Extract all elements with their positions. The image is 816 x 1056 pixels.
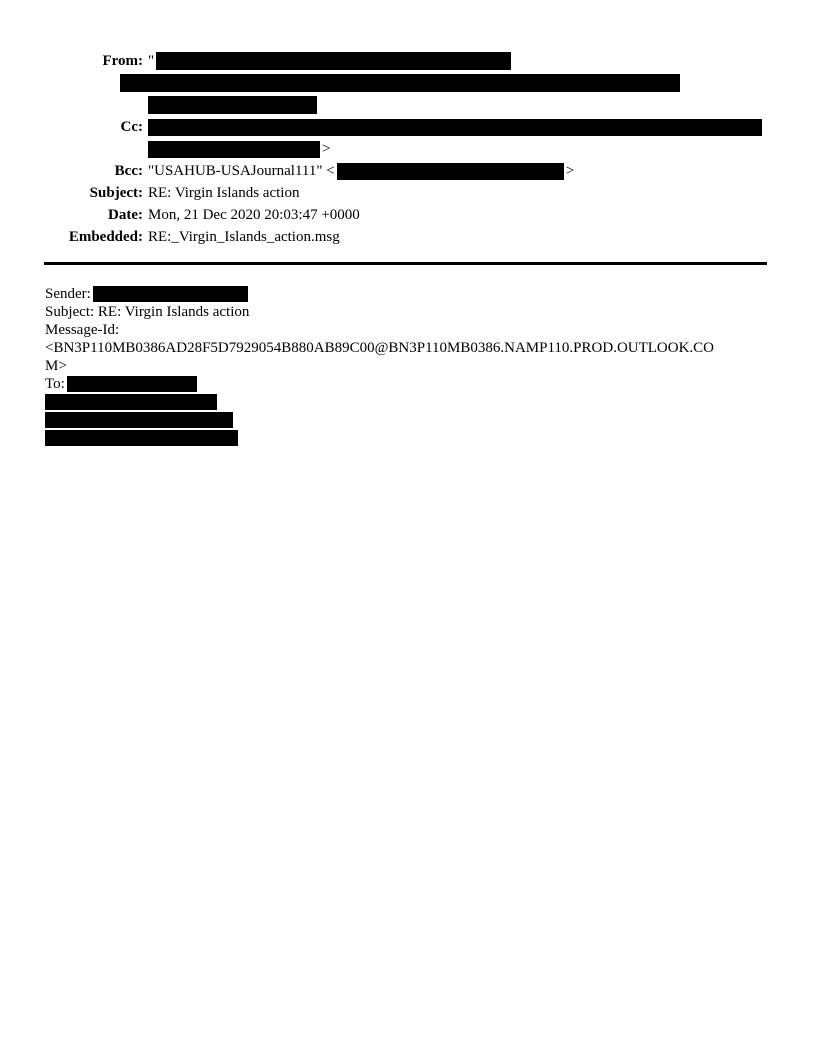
embedded-label: Embedded:: [68, 228, 143, 245]
bcc-value-text: "USAHUB-USAJournal111" <: [148, 162, 335, 179]
cc-continuation-value: [148, 141, 330, 158]
from-continuation-row-1: [40, 72, 780, 94]
to-continuation-row-3: [45, 429, 780, 447]
message-id-value-row-1: [45, 339, 780, 357]
date-row: [40, 204, 780, 226]
redaction-bar: [148, 141, 320, 158]
from-row: [40, 50, 780, 72]
redaction-bar: [120, 74, 680, 92]
to-label: To:: [45, 375, 65, 392]
redaction-bar: [148, 119, 762, 136]
redaction-bar: [45, 430, 238, 446]
bcc-row: [40, 160, 780, 182]
from-label: From:: [102, 52, 143, 69]
message-id-label: Message-Id:: [45, 321, 120, 338]
date-value: Mon, 21 Dec 2020 20:03:47 +0000: [148, 206, 360, 223]
redaction-bar: [148, 96, 317, 114]
redaction-bar: [45, 394, 217, 410]
email-body-block: [45, 285, 780, 447]
redaction-bar: [67, 376, 197, 392]
separator-rule: [44, 262, 767, 265]
redaction-bar: [93, 286, 248, 302]
date-label: Date:: [108, 206, 143, 223]
bcc-label: Bcc:: [114, 162, 143, 179]
from-quote: ": [148, 52, 155, 69]
from-continuation-row-2: [40, 94, 780, 116]
sender-row: [45, 285, 780, 303]
cc-value: [143, 119, 762, 136]
body-subject-text: Subject: RE: Virgin Islands action: [45, 303, 250, 320]
sender-label: Sender:: [45, 285, 91, 302]
subject-label: Subject:: [89, 184, 143, 201]
message-id-text-2: M>: [45, 357, 67, 374]
cc-label: Cc:: [120, 118, 143, 135]
cc-row: [40, 116, 780, 138]
cc-angle-close: >: [322, 140, 331, 157]
cc-continuation-row: [40, 138, 780, 160]
message-id-label-row: [45, 321, 780, 339]
email-header-block: [40, 50, 780, 248]
redaction-bar: [45, 412, 233, 428]
embedded-row: [40, 226, 780, 248]
subject-row: [40, 182, 780, 204]
bcc-angle-close: >: [565, 162, 575, 179]
from-value: [143, 52, 511, 70]
subject-value: RE: Virgin Islands action: [148, 184, 300, 201]
to-row: [45, 375, 780, 393]
to-continuation-row-1: [45, 393, 780, 411]
message-id-text-1: <BN3P110MB0386AD28F5D7929054B880AB89C00@BN3P110MB0386.NAMP110.PROD.OUTLOOK.CO: [45, 339, 715, 356]
message-id-value-row-2: [45, 357, 780, 375]
to-continuation-row-2: [45, 411, 780, 429]
body-subject-row: [45, 303, 780, 321]
embedded-value: RE:_Virgin_Islands_action.msg: [148, 228, 340, 245]
bcc-value: [143, 163, 574, 180]
redaction-bar: [337, 163, 564, 180]
redaction-bar: [156, 52, 511, 70]
